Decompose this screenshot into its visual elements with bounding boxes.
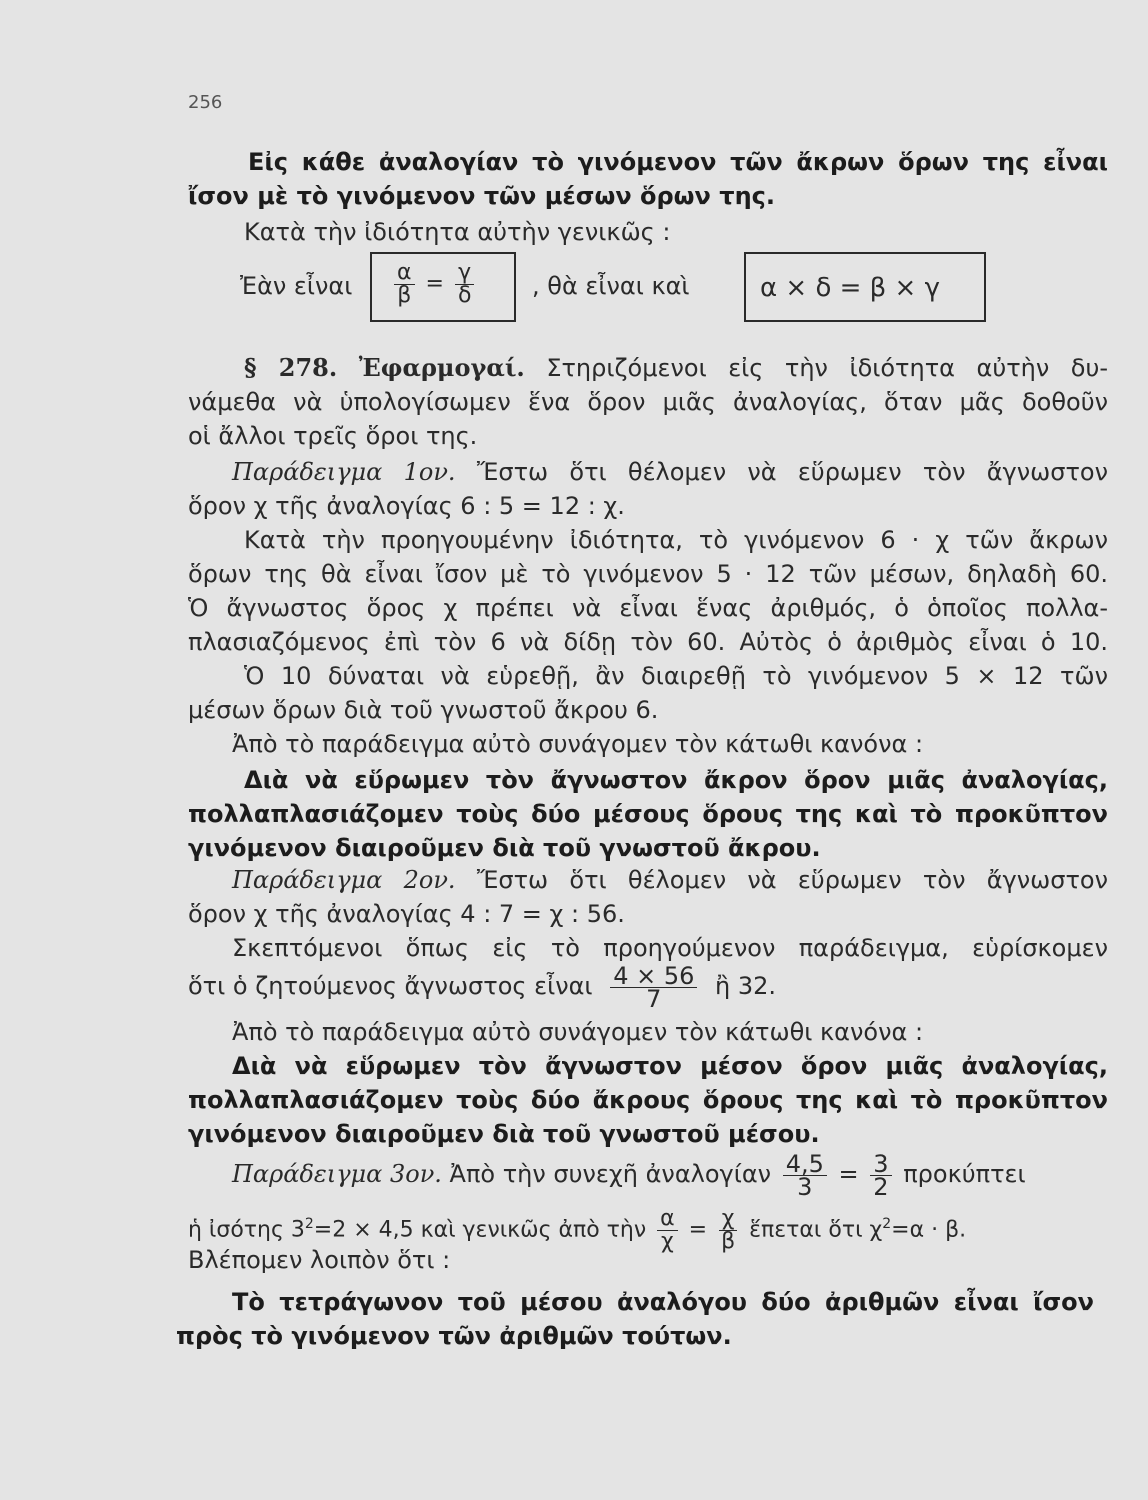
- rule2-line2: πολλαπλασιάζομεν τοὺς δύο μέσους ὅρους της καὶ τὸ προκῦπτον: [188, 800, 1108, 828]
- section-title: Ἐφαρμογαί.: [358, 353, 525, 382]
- fraction-denominator: 2: [873, 1172, 889, 1201]
- example3-line3: Βλέπομεν λοιπὸν ὅτι :: [188, 1246, 451, 1274]
- fraction-g-d: [455, 262, 474, 307]
- rule2-line1: Διὰ νὰ εὕρωμεν τὸν ἄγνωστον ἄκρον ὅρον μιᾶς ἀναλογίας,: [244, 766, 1108, 794]
- fraction-numerator: 3: [870, 1153, 891, 1176]
- example1-line4: ὅρων της θὰ εἶναι ἴσον μὲ τὸ γινόμενον 5 · 12 τῶν μέσων, δηλαδὴ 60.: [188, 560, 1108, 588]
- fraction-denominator: 3: [797, 1172, 813, 1201]
- rule1-line2: ἴσον μὲ τὸ γινόμενον τῶν μέσων ὅρων της.: [188, 182, 775, 210]
- example1-line7: Ὁ 10 δύναται νὰ εὑρεθῇ, ἂν διαιρεθῇ τὸ γινόμενον 5 × 12 τῶν: [244, 662, 1108, 690]
- formula-if-label: Ἐὰν εἶναι: [240, 272, 353, 300]
- example2-line4-text: ὅτι ὁ ζητούμενος ἄγνωστος εἶναι: [188, 972, 593, 1000]
- rule1-line1: Εἰς κάθε ἀναλογίαν τὸ γινόμενον τῶν ἄκρων ὅρων της εἶναι: [248, 148, 1108, 176]
- fraction-denominator: χ: [661, 1228, 674, 1254]
- section-line1: [244, 352, 1108, 384]
- rule4-line2: πρὸς τὸ γινόμενον τῶν ἀριθμῶν τούτων.: [176, 1322, 732, 1350]
- page-number: 256: [188, 92, 223, 113]
- fraction-numerator: α: [657, 1208, 678, 1231]
- section-text: Στηριζόμενοι εἰς τὴν ἰδιότητα αὐτὴν δυ-: [546, 354, 1109, 382]
- rule3-line2: πολλαπλασιάζομεν τοὺς δύο ἄκρους ὅρους της καὶ τὸ προκῦπτον: [188, 1086, 1108, 1114]
- example2-line2: ὅρον χ τῆς ἀναλογίας 4 : 7 = χ : 56.: [188, 900, 625, 928]
- fraction-4-5-over-3: [783, 1149, 827, 1201]
- fraction-denominator: 7: [646, 984, 662, 1013]
- example2-line4: [188, 961, 777, 1013]
- example1-line3: Κατὰ τὴν προηγουμένην ἰδιότητα, τὸ γινόμενον 6 · χ τῶν ἄκρων: [244, 526, 1108, 554]
- fraction-denominator: β: [397, 283, 412, 308]
- fraction-numerator: 4 × 56: [610, 965, 697, 988]
- fraction-3-over-2: [870, 1149, 891, 1201]
- equals-sign: =: [688, 1217, 708, 1243]
- fraction-denominator: β: [721, 1228, 736, 1254]
- example1-line6: πλασιαζόμενος ἐπὶ τὸν 6 νὰ δίδῃ τὸν 60. Αὐτὸς ὁ ἀριθμὸς εἶναι ὁ 10.: [188, 628, 1108, 656]
- formula-then-label: , θὰ εἶναι καὶ: [532, 272, 690, 300]
- example3-isotis-text: ἡ ἰσότης 3: [188, 1217, 305, 1243]
- proportion-box: [370, 252, 516, 322]
- proportion-expression: [390, 262, 478, 307]
- fraction-numerator: χ: [719, 1208, 738, 1231]
- superscript: 2: [304, 1216, 314, 1232]
- superscript: 2: [882, 1216, 892, 1232]
- example2-text: Ἔστω ὅτι θέλομεν νὰ εὕρωμεν τὸν ἄγνωστον: [476, 866, 1109, 894]
- fraction-4x56-over-7: [610, 961, 697, 1013]
- section-number: § 278.: [244, 353, 338, 382]
- example3-generally-text: =2 × 4,5 καὶ γενικῶς ἀπὸ τὴν: [313, 1217, 647, 1243]
- section-line3: οἱ ἄλλοι τρεῖς ὅροι της.: [188, 422, 478, 450]
- example1-conclusion: Ἀπὸ τὸ παράδειγμα αὐτὸ συνάγομεν τὸν κάτωθι κανόνα :: [232, 730, 924, 758]
- example3-pre-text: Ἀπὸ τὴν συνεχῆ ἀναλογίαν: [449, 1160, 772, 1188]
- example3-product-text: =α · β.: [891, 1217, 967, 1243]
- example3-post-text: προκύπτει: [903, 1160, 1026, 1188]
- fraction-numerator: γ: [455, 262, 474, 285]
- fraction-a-b: [394, 262, 415, 307]
- rule2-line3: γινόμενον διαιροῦμεν διὰ τοῦ γνωστοῦ ἄκρου.: [188, 834, 821, 862]
- fraction-a-over-x: [657, 1205, 678, 1254]
- example1-label: Παράδειγμα 1ον.: [232, 458, 456, 486]
- equals-sign: =: [425, 271, 444, 297]
- rule3-line3: γινόμενον διαιροῦμεν διὰ τοῦ γνωστοῦ μέσου.: [188, 1120, 820, 1148]
- example2-line3: Σκεπτόμενοι ὅπως εἰς τὸ προηγούμενον παράδειγμα, εὑρίσκομεν: [232, 934, 1108, 962]
- example1-line8: μέσων ὅρων διὰ τοῦ γνωστοῦ ἄκρου 6.: [188, 696, 659, 724]
- example2-label: Παράδειγμα 2ον.: [232, 866, 456, 894]
- equals-sign: =: [838, 1160, 859, 1188]
- example2-line1: [232, 864, 1108, 896]
- example2-conclusion: Ἀπὸ τὸ παράδειγμα αὐτὸ συνάγομεν τὸν κάτωθι κανόνα :: [232, 1018, 924, 1046]
- fraction-denominator: δ: [457, 283, 472, 308]
- fraction-numerator: α: [394, 262, 415, 285]
- property-intro: Κατὰ τὴν ἰδιότητα αὐτὴν γενικῶς :: [244, 218, 671, 246]
- section-line2: νάμεθα νὰ ὑπολογίσωμεν ἕνα ὅρον μιᾶς ἀναλογίας, ὅταν μᾶς δοθοῦν: [188, 388, 1108, 416]
- fraction-numerator: 4,5: [783, 1153, 827, 1176]
- example1-line1: [232, 456, 1108, 488]
- example3-line1: [232, 1149, 1026, 1201]
- result-expression: α × δ = β × γ: [760, 273, 940, 303]
- example1-text: Ἔστω ὅτι θέλομεν νὰ εὕρωμεν τὸν ἄγνωστον: [476, 458, 1109, 486]
- example3-label: Παράδειγμα 3ον.: [232, 1160, 442, 1188]
- example2-line4-result: ἢ 32.: [715, 972, 777, 1000]
- example1-line5: Ὁ ἄγνωστος ὅρος χ πρέπει νὰ εἶναι ἕνας ἀριθμός, ὁ ὁποῖος πολλα-: [188, 594, 1108, 622]
- result-box: [744, 252, 986, 322]
- example1-line2: ὅρον χ τῆς ἀναλογίας 6 : 5 = 12 : χ.: [188, 492, 625, 520]
- rule3-line1: Διὰ νὰ εὕρωμεν τὸν ἄγνωστον μέσον ὅρον μιᾶς ἀναλογίας,: [232, 1052, 1108, 1080]
- example3-follows-text: ἕπεται ὅτι χ: [749, 1217, 883, 1243]
- fraction-x-over-b: [718, 1205, 738, 1254]
- rule4-line1: Τὸ τετράγωνον τοῦ μέσου ἀναλόγου δύο ἀριθμῶν εἶναι ἴσον: [232, 1288, 1094, 1316]
